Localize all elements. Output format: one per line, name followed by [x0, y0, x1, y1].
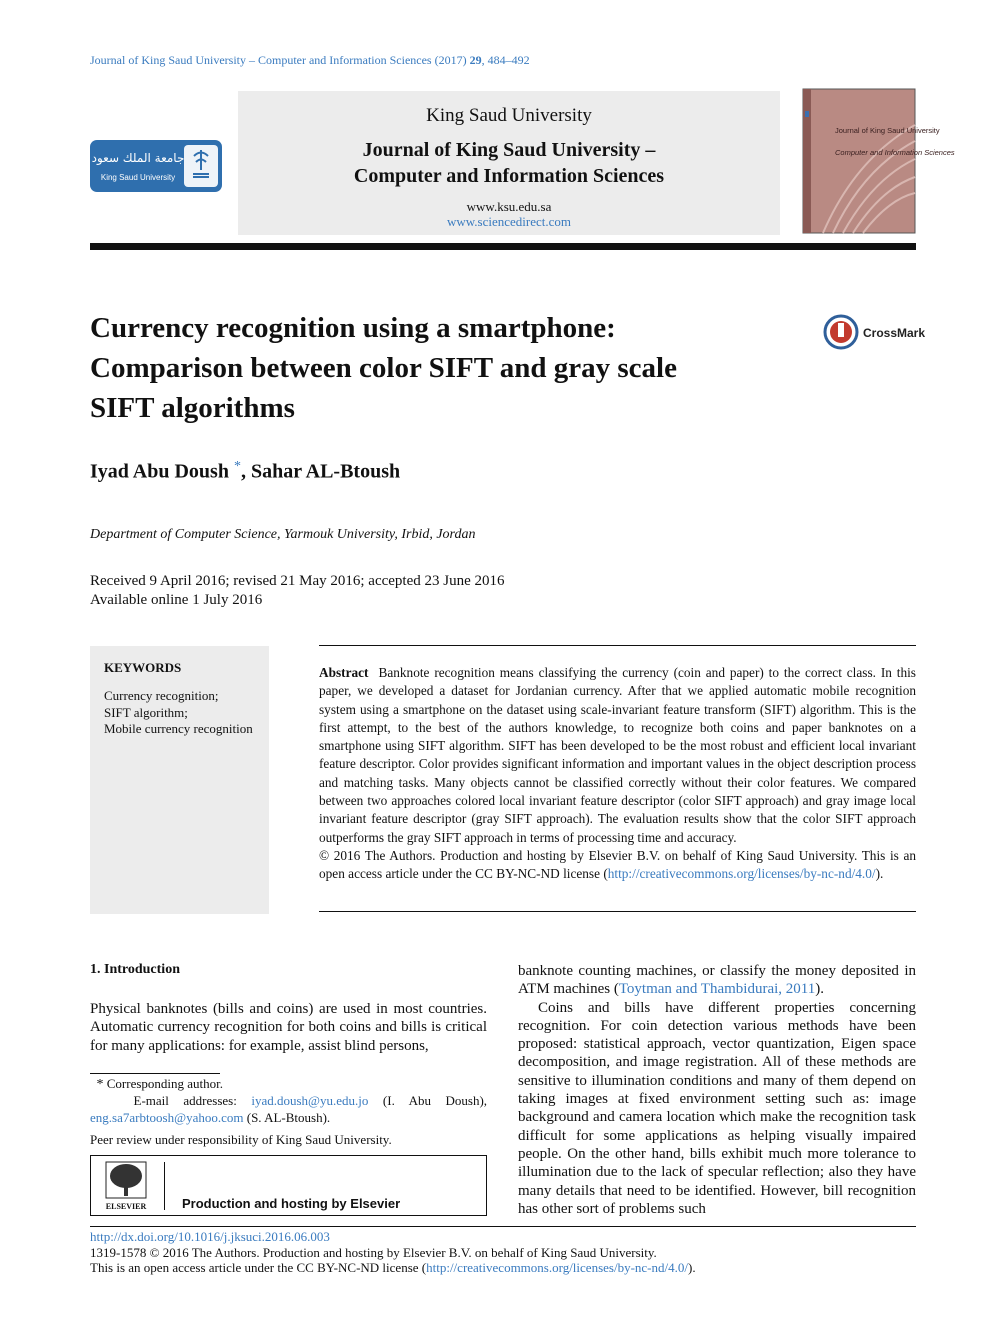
- abstract-label: Abstract: [319, 665, 369, 680]
- keywords-list: [104, 688, 253, 738]
- intro-paragraph-1: Physical banknotes (bills and coins) are used in most countries. Automatic currency recognition for both coins and bills is critical for many applications: for example, assist blind persons,: [90, 1001, 487, 1054]
- logo-arabic-name: جامعة الملك سعود: [91, 151, 185, 165]
- doi-link[interactable]: http://dx.doi.org/10.1016/j.jksuci.2016.06.003: [90, 1229, 330, 1244]
- section-heading: 1. Introduction: [90, 962, 180, 977]
- received-dates: Received 9 April 2016; revised 21 May 2016; accepted 23 June 2016: [90, 573, 505, 589]
- authors: Iyad Abu Doush *, Sahar AL-Btoush: [90, 459, 401, 483]
- open-access-line: This is an open access article under the CC BY-NC-ND license (http://creativecommons.org/licenses/by-nc-nd/4.0/).: [90, 1260, 696, 1275]
- elsevier-tree-icon: [103, 1160, 149, 1212]
- ksu-url[interactable]: www.ksu.edu.sa: [466, 199, 552, 214]
- email-link-2[interactable]: eng.sa7arbtoosh@yahoo.com: [90, 1109, 244, 1125]
- keyword-item: Currency recognition;: [104, 688, 219, 703]
- production-hosting: Production and hosting by Elsevier: [182, 1196, 401, 1211]
- abstract-rule-bottom: [319, 911, 916, 912]
- keyword-item: Mobile currency recognition: [104, 721, 253, 736]
- keywords-heading: KEYWORDS: [104, 660, 182, 675]
- article-dates: [90, 572, 505, 610]
- logo-english-name: King Saud University: [100, 173, 176, 182]
- cover-title: Journal of King Saud University: [835, 126, 940, 135]
- bottom-rule: [90, 1226, 916, 1227]
- footnote-rule: [90, 1073, 220, 1074]
- available-online: Available online 1 July 2016: [90, 592, 263, 608]
- journal-cover: [803, 89, 955, 233]
- keyword-item: SIFT algorithm;: [104, 704, 188, 720]
- article-title: Currency recognition using a smartphone: Comparison between color SIFT and gray scale SIFT algorithms: [90, 312, 677, 424]
- elsevier-box: [90, 1155, 487, 1216]
- citation-link[interactable]: Toytman and Thambidurai, 2011: [618, 981, 816, 998]
- issn-line: 1319-1578 © 2016 The Authors. Production and hosting by Elsevier B.V. on behalf of King Saud University.: [90, 1244, 657, 1260]
- ksu-logo-graphic: [90, 140, 222, 192]
- author-1[interactable]: Iyad Abu Doush: [90, 460, 229, 483]
- abstract-rule-top: [319, 645, 916, 646]
- oa-license-link[interactable]: http://creativecommons.org/licenses/by-nc-nd/4.0/: [426, 1260, 688, 1275]
- author-2[interactable]: Sahar AL-Btoush: [250, 460, 401, 483]
- footnotes: [90, 1076, 487, 1148]
- keywords-panel: [90, 646, 269, 914]
- crossmark-badge[interactable]: [823, 314, 926, 350]
- elsevier-divider: [164, 1162, 165, 1210]
- abstract-body: Abstract Banknote recognition means classifying the currency (coin and paper) to the correct class. In this paper, we developed a dataset for Jordanian currency. After that we applied automatic mobile recognition system using a smartphone on the dataset using scale-invariant feature transform (SIFT) algorithm. This is the first attempt, to the best of the authors knowledge, to recognize both coins and paper banknotes on a smartphone using SIFT algorithm. SIFT has been developed to be the most robust and efficient local invariant feature descriptor. Color provides significant information and important values in the object description process and matching tasks. Many objects cannot be classified correctly without their color features. We compared between two approaches colored local invariant feature descriptor (color SIFT approach) and gray image local invariant feature descriptor (gray SIFT approach). The evaluation results show that the color SIFT approach outperforms the gray SIFT approach in terms of processing time and accuracy.: [319, 665, 916, 845]
- intro-paragraph-1-continued: banknote counting machines, or classify the money deposited in ATM machines (Toytman and Thambidurai, 2011).: [518, 963, 916, 998]
- crossmark-icon: [823, 314, 926, 350]
- journal-title: Journal of King Saud University – Computer and Information Sciences: [353, 139, 665, 187]
- journal-urls: [238, 199, 780, 229]
- license-link[interactable]: http://creativecommons.org/licenses/by-nc-nd/4.0/: [607, 866, 876, 882]
- email-link-1[interactable]: iyad.doush@yu.edu.jo: [251, 1093, 369, 1109]
- crossmark-label: CrossMark: [863, 326, 926, 340]
- corresponding-author-note: * Corresponding author.: [96, 1076, 224, 1092]
- cover-subtitle: Computer and Information Sciences: [835, 148, 955, 157]
- journal-citation[interactable]: Journal of King Saud University – Computer and Information Sciences (2017) 29, 484–492: [90, 53, 530, 67]
- bottom-info: [90, 1229, 696, 1276]
- ksu-logo: [90, 140, 222, 192]
- university-name: King Saud University: [426, 105, 592, 126]
- journal-cover-graphic: [803, 89, 955, 233]
- email-addresses: E-mail addresses: iyad.doush@yu.edu.jo (I. Abu Doush), eng.sa7arbtoosh@yahoo.com (S. AL-Btoush).: [90, 1093, 488, 1125]
- body-column-left: [90, 962, 487, 1055]
- peer-review-note: Peer review under responsibility of King Saud University.: [90, 1131, 392, 1147]
- affiliation: Department of Computer Science, Yarmouk University, Irbid, Jordan: [90, 527, 476, 542]
- corresponding-star[interactable]: *: [233, 459, 241, 474]
- intro-paragraph-2: Coins and bills have different properties concerning recognition. For coin detection various methods have been proposed: statistical approach, vector quantization, Eigen space decomposition, and image registration. All of these methods are sensitive to illumination conditions and many of them depend on taking images at fixed environment setting such as: image background and camera location which make the recognition task difficult for some applications as helping visually impaired people. On the other hand, bills exhibit much more tolerance to illumination due to the lack of specular reflection; also they have many details that need to be identified. However, bill recognition has other sort of problems such: [518, 999, 916, 1217]
- abstract: [319, 664, 916, 884]
- body-column-right: [518, 962, 916, 1218]
- sciencedirect-url[interactable]: www.sciencedirect.com: [446, 214, 572, 229]
- abstract-copyright: © 2016 The Authors. Production and hosting by Elsevier B.V. on behalf of King Saud University. This is an open access article under the CC BY-NC-ND license (http://creativecommons.org/licenses/by-nc-nd/4.0/).: [319, 847, 916, 882]
- journal-header: [238, 91, 780, 235]
- elsevier-wordmark: ELSEVIER: [105, 1202, 147, 1211]
- header-rule: [90, 243, 916, 250]
